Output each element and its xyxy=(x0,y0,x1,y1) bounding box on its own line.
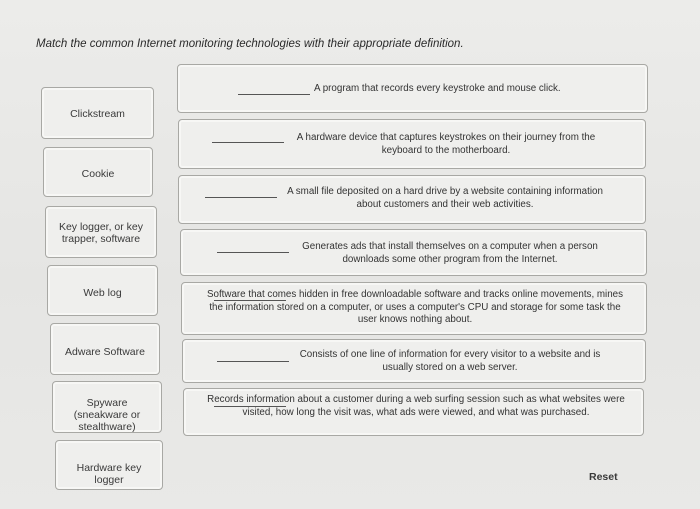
definition-row-6[interactable] xyxy=(182,339,646,383)
term-spyware[interactable] xyxy=(52,381,162,433)
term-clickstream[interactable] xyxy=(41,87,154,139)
definition-row-5[interactable] xyxy=(181,282,647,335)
definition-row-3[interactable] xyxy=(178,175,646,224)
answer-blank[interactable] xyxy=(212,142,284,143)
term-label: Spyware (sneakware or stealthware) xyxy=(73,397,141,434)
definition-text: Consists of one line of information for every visitor to a website and is usually stored on a web server. xyxy=(299,349,601,373)
term-hardware-key-logger[interactable] xyxy=(55,440,163,490)
term-adware-software[interactable] xyxy=(50,323,160,375)
definition-text: A program that records every keystroke and mouse click. xyxy=(314,83,561,94)
term-label: Clickstream xyxy=(70,108,125,120)
term-label: Web log xyxy=(83,287,122,299)
definition-text: Records information about a customer during a web surfing session such as what websites were visited, how long the visit was, what ads were viewed, and what was purchased. xyxy=(207,394,625,418)
definition-text: Software that comes hidden in free downloadable software and tracks online movements, mines the information stored on a computer, or uses a computer's CPU and storage for some task the user knows nothing about. xyxy=(206,289,624,326)
term-cookie[interactable] xyxy=(43,147,153,197)
term-label: Hardware key logger xyxy=(76,462,142,487)
definition-row-1[interactable] xyxy=(177,64,648,113)
answer-blank[interactable] xyxy=(217,361,289,362)
answer-blank[interactable] xyxy=(238,94,310,95)
definition-row-7[interactable] xyxy=(183,388,644,436)
answer-blank[interactable] xyxy=(217,252,289,253)
term-label: Key logger, or key trapper, software xyxy=(58,221,144,246)
term-label: Adware Software xyxy=(65,346,145,358)
term-label: Cookie xyxy=(81,168,115,180)
definition-text: Generates ads that install themselves on a computer when a person downloads some other program from the Internet. xyxy=(302,241,598,265)
question-prompt: Match the common Internet monitoring technologies with their appropriate definition. xyxy=(36,38,464,50)
answer-blank[interactable] xyxy=(205,197,277,198)
term-web-log[interactable] xyxy=(47,265,158,316)
definition-text: A hardware device that captures keystrokes on their journey from the keyboard to the motherboard. xyxy=(296,132,596,156)
term-key-logger-software[interactable] xyxy=(45,206,157,258)
definition-row-2[interactable] xyxy=(178,119,646,169)
reset-button[interactable]: Reset xyxy=(589,471,618,483)
definition-text: A small file deposited on a hard drive by a website containing information about customers and their web activities. xyxy=(287,186,603,210)
definition-row-4[interactable] xyxy=(180,229,647,276)
